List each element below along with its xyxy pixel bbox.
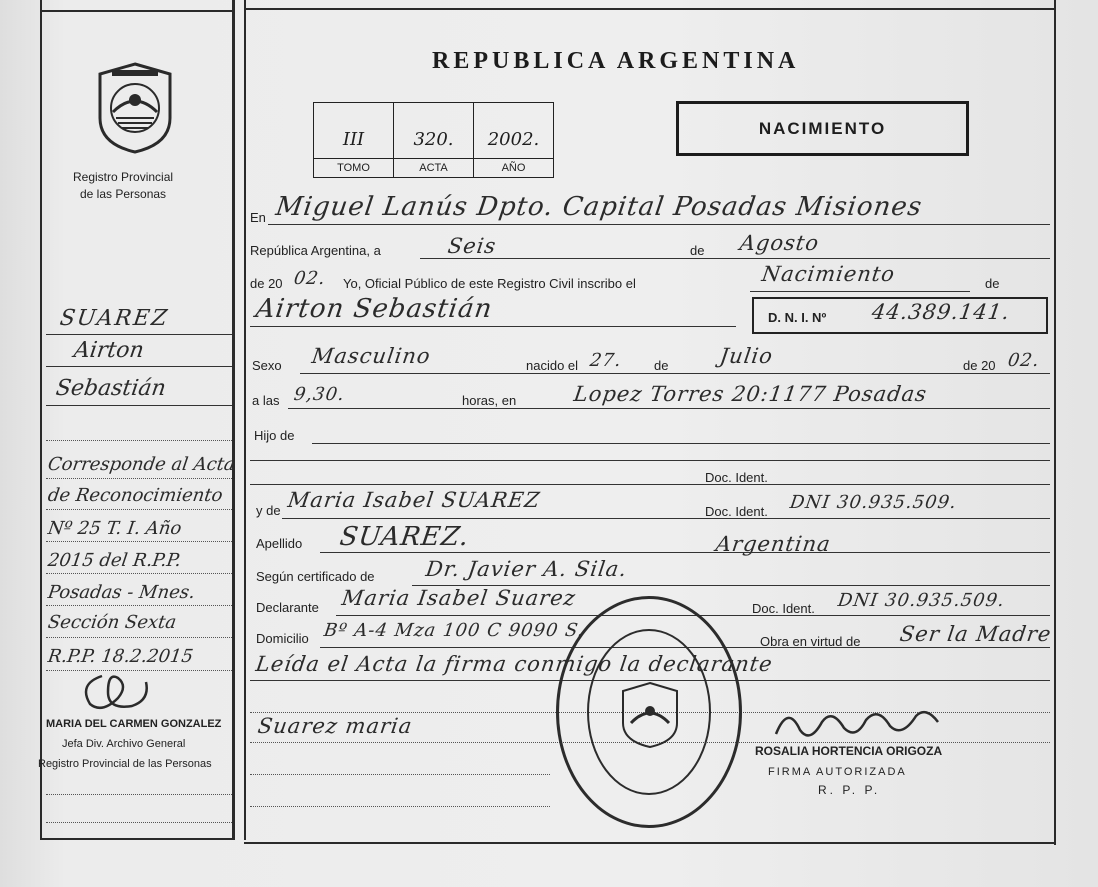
- certificado-label: Según certificado de: [256, 569, 375, 584]
- dotted-line-3: [250, 774, 550, 775]
- record-number-table: [313, 102, 554, 178]
- tomo-cell: [314, 103, 394, 177]
- ano-value: 2002.: [487, 129, 540, 150]
- sexo-label: Sexo: [252, 358, 282, 373]
- birth-year-suffix: 02.: [1006, 350, 1042, 371]
- margin-signature-icon: [72, 668, 162, 716]
- obra-value: Ser la Madre: [898, 622, 1054, 646]
- ano-label: AÑO: [474, 158, 553, 177]
- dni-value: 44.389.141.: [870, 300, 1012, 324]
- margin-surname: SUAREZ: [58, 306, 171, 331]
- apellido-label: Apellido: [256, 536, 303, 551]
- acta-cell: [394, 103, 474, 177]
- person-name-value: Airton Sebastián: [253, 294, 495, 324]
- acta-label: ACTA: [394, 158, 473, 177]
- name-line: [250, 326, 736, 327]
- declarante-doc-value: DNI 30.935.509.: [836, 590, 1007, 611]
- margin-note-line-2: de Reconocimiento: [46, 485, 224, 506]
- bottom-rule: [244, 842, 1054, 844]
- margin-dots-7: [46, 637, 232, 638]
- margin-note-line-4: 2015 del R.P.P.: [46, 550, 183, 571]
- margin-note-line-1: Corresponde al Acta: [46, 454, 237, 475]
- column-divider: [232, 0, 235, 840]
- margin-dots-9: [46, 794, 232, 795]
- apellido-line: [320, 552, 1050, 553]
- official-stamp: [556, 596, 742, 828]
- place-value: Miguel Lanús Dpto. Capital Posadas Misiones: [273, 192, 925, 222]
- en-label: En: [250, 210, 266, 225]
- father-doc-line: [250, 484, 1050, 485]
- event-line: [750, 291, 970, 292]
- margin-dots-3: [46, 509, 232, 510]
- margin-dots-2: [46, 478, 232, 479]
- birth-month-value: Julio: [718, 344, 775, 368]
- day-words-value: Seis: [446, 234, 498, 258]
- provincial-seal-icon: [94, 60, 176, 156]
- event-de-label: de: [985, 276, 1000, 291]
- date-line: [420, 258, 1050, 259]
- hijo-line-2: [250, 460, 1050, 461]
- left-margin-border: [40, 0, 42, 840]
- registry-name-line2: de las Personas: [80, 187, 167, 201]
- sexo-value: Masculino: [310, 344, 433, 368]
- margin-line-1: [46, 366, 232, 367]
- birth-day-value: 27.: [588, 350, 624, 371]
- margin-dots-1: [46, 440, 232, 441]
- right-border: [1054, 0, 1056, 845]
- nationality-value: Argentina: [714, 532, 833, 556]
- declarante-label: Declarante: [256, 600, 319, 615]
- margin-note-line-5: Posadas - Mnes.: [46, 582, 197, 603]
- event-value: Nacimiento: [760, 262, 897, 286]
- stamp-emblem-icon: [617, 679, 683, 749]
- margin-given2: Sebastián: [54, 376, 168, 401]
- month-value: Agosto: [738, 231, 821, 255]
- dotted-line-4: [250, 806, 550, 807]
- margin-note-line-6: Sección Sexta: [46, 612, 178, 633]
- mother-name-value: Maria Isabel SUAREZ: [286, 488, 542, 512]
- margin-dots-5: [46, 573, 232, 574]
- horas-label: horas, en: [462, 393, 517, 408]
- hijo-line: [312, 443, 1050, 444]
- bottom-rule-left: [40, 838, 234, 840]
- declarante-value: Maria Isabel Suarez: [340, 586, 578, 610]
- doc-ident-label-2: Doc. Ident.: [705, 504, 768, 519]
- tomo-value: III: [342, 129, 365, 150]
- authority-name: ROSALIA HORTENCIA ORIGOZA: [755, 744, 943, 758]
- margin-line-0: [46, 334, 232, 335]
- tomo-label: TOMO: [314, 158, 393, 177]
- authority-signature-icon: [770, 700, 950, 748]
- margin-signer-org: Registro Provincial de las Personas: [38, 758, 212, 770]
- obra-label: Obra en virtud de: [760, 634, 861, 649]
- margin-note-line-3: Nº 25 T. I. Año: [46, 518, 183, 539]
- birth-place-value: Lopez Torres 20:1177 Posadas: [572, 382, 929, 406]
- certificado-value: Dr. Javier A. Sila.: [424, 557, 629, 581]
- leida-text: Leída el Acta la firma conmigo la declarante: [254, 652, 775, 676]
- acta-value: 320.: [413, 129, 454, 150]
- y-de-label: y de: [256, 503, 281, 518]
- year-suffix: 02.: [292, 268, 328, 289]
- domicilio-label: Domicilio: [256, 631, 309, 646]
- margin-line-2: [46, 405, 232, 406]
- authority-org: R. P. P.: [818, 783, 881, 797]
- nacido-label: nacido el: [526, 358, 579, 373]
- republica-label: República Argentina, a: [250, 243, 381, 258]
- birth-place-line: [288, 408, 1050, 409]
- margin-dots-6: [46, 605, 232, 606]
- margin-dots-4: [46, 541, 232, 542]
- birth-month-de-label: de: [654, 358, 669, 373]
- document-type-box: NACIMIENTO: [676, 101, 969, 156]
- top-rule-right: [244, 8, 1054, 10]
- doc-ident-label-1: Doc. Ident.: [705, 470, 768, 485]
- domicilio-value: Bº A-4 Mza 100 C 9090 S.: [322, 620, 587, 641]
- margin-dots-10: [46, 822, 232, 823]
- mother-signature: Suarez maria: [256, 714, 415, 738]
- country-title: REPUBLICA ARGENTINA: [432, 48, 800, 74]
- margin-note-line-7: R.P.P. 18.2.2015: [46, 646, 195, 667]
- mother-doc-value: DNI 30.935.509.: [788, 492, 959, 513]
- oficial-text: Yo, Oficial Público de este Registro Civil inscribo el: [343, 276, 636, 291]
- birth-year-prefix: de 20: [963, 358, 996, 373]
- a-las-label: a las: [252, 393, 280, 408]
- dni-label: D. N. I. Nº: [768, 310, 827, 325]
- year-prefix: de 20: [250, 276, 283, 291]
- hijo-label: Hijo de: [254, 428, 295, 443]
- place-line: [268, 224, 1050, 225]
- mother-line: [282, 518, 1050, 519]
- margin-signer-name: MARIA DEL CARMEN GONZALEZ: [46, 718, 222, 730]
- form-divider: [244, 0, 246, 840]
- sexo-line: [300, 373, 1050, 374]
- registry-name-line1: Registro Provincial: [73, 170, 174, 184]
- apellido-value: SUAREZ.: [337, 522, 472, 552]
- doc-ident-label-3: Doc. Ident.: [752, 601, 815, 616]
- margin-signer-title: Jefa Div. Archivo General: [62, 738, 186, 750]
- authority-title: FIRMA AUTORIZADA: [768, 766, 907, 778]
- margin-given1: Airton: [72, 338, 146, 363]
- top-rule-left: [40, 10, 232, 12]
- hour-value: 9,30.: [292, 384, 347, 405]
- ano-cell: [474, 103, 553, 177]
- dni-box: [752, 297, 1048, 334]
- month-de-label: de: [690, 243, 705, 258]
